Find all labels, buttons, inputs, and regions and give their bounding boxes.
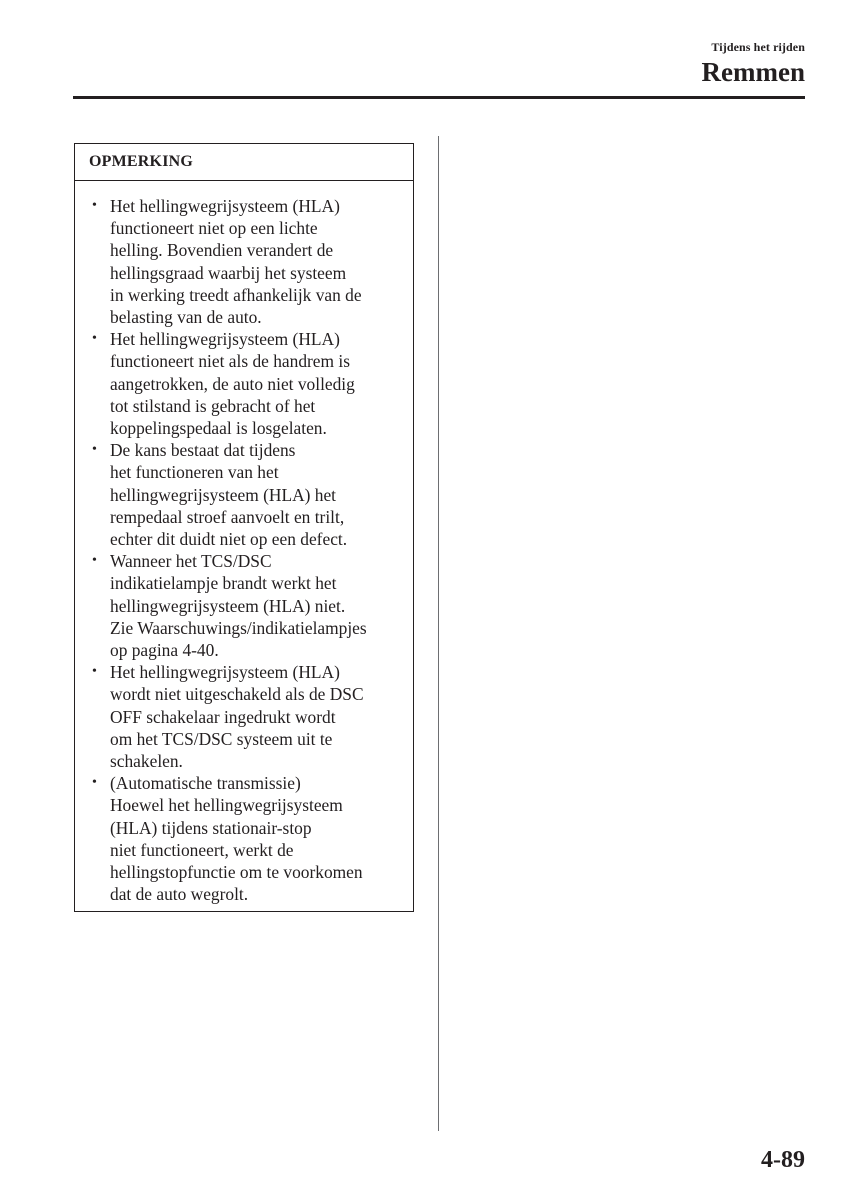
bullet-icon: • <box>92 664 97 680</box>
list-item-text: De kans bestaat dat tijdens het functioneren van het hellingwegrijsysteem (HLA) het rempedaal stroef aanvoelt en trilt, echter dit duidt niet op een defect. <box>110 440 348 550</box>
list-item <box>75 195 413 328</box>
section-label: Tijdens het rijden <box>711 40 805 54</box>
list-item-text: Wanneer het TCS/DSC indikatielampje brandt werkt het hellingwegrijsysteem (HLA) niet. Zie Waarschuwings/indikatielampjes op pagina 4-40. <box>110 551 367 661</box>
note-heading: OPMERKING <box>75 144 413 181</box>
note-list <box>75 181 413 906</box>
list-item <box>75 661 413 772</box>
list-item-text: Het hellingwegrijsysteem (HLA) wordt niet uitgeschakeld als de DSC OFF schakelaar ingedrukt wordt om het TCS/DSC systeem uit te schakelen. <box>110 662 364 772</box>
page-header <box>702 40 805 88</box>
list-item <box>75 550 413 661</box>
list-item-text: Het hellingwegrijsysteem (HLA) functioneert niet op een lichte helling. Bovendien verandert de hellingsgraad waarbij het systeem in werking treedt afhankelijk van de belasting van de auto. <box>110 196 362 328</box>
list-item-text: Het hellingwegrijsysteem (HLA) functioneert niet als de handrem is aangetrokken, de auto niet volledig tot stilstand is gebracht of het koppelingspedaal is losgelaten. <box>110 329 355 439</box>
column-divider <box>438 136 439 1131</box>
header-rule <box>73 96 805 99</box>
list-item <box>75 328 413 439</box>
list-item <box>75 772 413 905</box>
page-number: 4-89 <box>761 1147 805 1173</box>
bullet-icon: • <box>92 198 97 213</box>
bullet-icon: • <box>92 442 97 458</box>
note-box <box>74 143 414 912</box>
bullet-icon: • <box>92 331 97 347</box>
chapter-title: Remmen <box>701 57 805 87</box>
list-item <box>75 439 413 550</box>
list-item-text: (Automatische transmissie) Hoewel het hellingwegrijsysteem (HLA) tijdens stationair-stop niet functioneert, werkt de hellingstopfunctie om te voorkomen dat de auto wegrolt. <box>110 773 363 905</box>
bullet-icon: • <box>92 775 97 791</box>
bullet-icon: • <box>92 553 97 569</box>
